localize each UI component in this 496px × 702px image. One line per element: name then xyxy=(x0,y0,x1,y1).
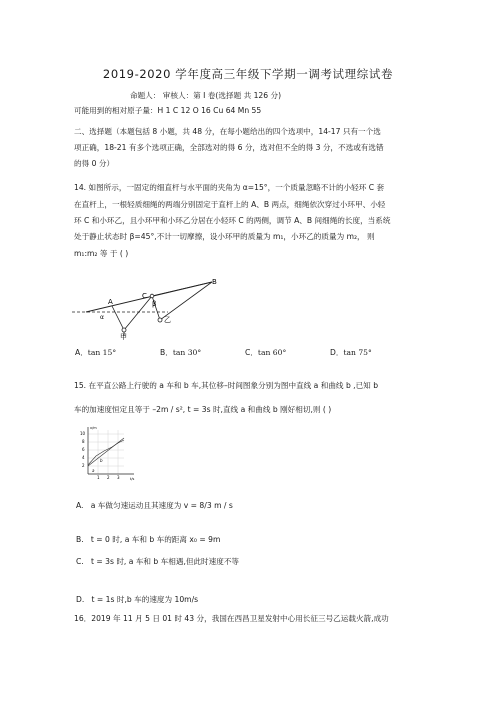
label-b: B xyxy=(212,278,217,286)
axis-y-label: x/m xyxy=(90,426,97,430)
label-c: C xyxy=(142,292,147,300)
label-jia: 甲 xyxy=(120,333,127,340)
q14-line-5: m₁:m₂ 等 于 ( ) xyxy=(74,249,129,258)
q14-line-1: 14. 如图所示，一固定的细直杆与水平面的夹角为 α=15°，一个质量忽略不计的小轻环 C 套 xyxy=(74,183,385,192)
axis-x-label: t/s xyxy=(130,477,135,481)
curve-a-label: a xyxy=(92,468,95,473)
q15-option-b: B. t = 0 时, a 车和 b 车的距离 x₀ = 9m xyxy=(76,535,221,544)
x-tick-1: 1 xyxy=(97,475,100,480)
ring-yi xyxy=(158,318,162,322)
q14-figure xyxy=(72,276,232,340)
q14-option-c: C．tan 60° xyxy=(245,348,287,357)
q15-option-c: C. t = 3s 时, a 车和 b 车相遇,但此时速度不等 xyxy=(76,557,240,566)
section-instructions-3: 的得 0 分） xyxy=(74,159,115,168)
q15-line-1: 15. 在平直公路上行驶的 a 车和 b 车,其位移–时间图象分别为图中直线 a 和曲线 b ,已知 b xyxy=(74,381,379,390)
page-title: 2019-2020 学年度高三年级下学期一调考试理综试卷 xyxy=(102,67,394,81)
label-beta: β xyxy=(152,300,157,308)
y-tick-4: 4 xyxy=(82,455,85,460)
exam-subtitle: 命题人： 审核人：第 I 卷(选择题 共 126 分) xyxy=(130,91,282,100)
q15-option-d: D. t = 1s 时,b 车的速度为 10m/s xyxy=(76,595,199,604)
y-tick-2: 2 xyxy=(82,463,85,468)
q14-line-4: 处于静止状态时 β=45°,不计一切摩擦，设小环甲的质量为 m₁，小环乙的质量为 m₂， 则 xyxy=(74,232,375,241)
string-right xyxy=(152,282,212,320)
label-yi: 乙 xyxy=(164,316,171,324)
ring-jia xyxy=(122,328,126,332)
q15-option-a: A. a 车做匀速运动且其速度为 v = 8/3 m / s xyxy=(76,501,233,510)
q14-option-d: D．tan 75° xyxy=(330,348,372,357)
section-instructions-1: 二、选择题（本题包括 8 小题，共 48 分，在每小题给出的四个选项中，14-17 只有一个选 xyxy=(74,127,381,136)
x-tick-2: 2 xyxy=(107,475,110,480)
line-a xyxy=(88,438,124,466)
q15-line-2: 车的加速度恒定且等于 –2m / s², t = 3s 时,直线 a 和曲线 b 刚好相切,则 ( ) xyxy=(74,405,332,414)
q14-line-2: 在直杆上，一根轻质细绳的两端分别固定于直杆上的 A、B 两点，细绳依次穿过小环甲、小轻 xyxy=(74,200,386,209)
label-alpha: α xyxy=(100,314,104,321)
y-tick-6: 6 xyxy=(82,447,85,452)
x-tick-3: 3 xyxy=(117,475,120,480)
label-a: A xyxy=(108,298,113,306)
curve-b-label: b xyxy=(100,458,103,463)
ring-c xyxy=(150,294,154,298)
q14-option-b: B．tan 30° xyxy=(160,348,202,357)
string-left xyxy=(112,282,212,330)
q14-option-a: A．tan 15° xyxy=(75,348,117,357)
y-tick-8: 8 xyxy=(82,439,85,444)
y-tick-10: 10 xyxy=(80,431,86,436)
section-instructions-2: 项正确，18-21 有多个选项正确，全部选对的得 6 分，选对但不全的得 3 分，不选或有选错 xyxy=(74,143,384,152)
atomic-masses: 可能用到的相对原子量：H 1 C 12 O 16 Cu 64 Mn 55 xyxy=(74,106,262,115)
curve-b xyxy=(88,440,124,465)
q14-line-3: 环 C 和小环乙，且小环甲和小环乙分居在小轻环 C 的两侧，调节 A、B 间细绳的长度，当系统 xyxy=(74,216,391,225)
q16-line-1: 16．2019 年 11 月 5 日 01 时 43 分，我国在西昌卫星发射中心用长征三号乙运载火箭,成功 xyxy=(74,614,389,623)
q15-graph xyxy=(78,424,140,482)
